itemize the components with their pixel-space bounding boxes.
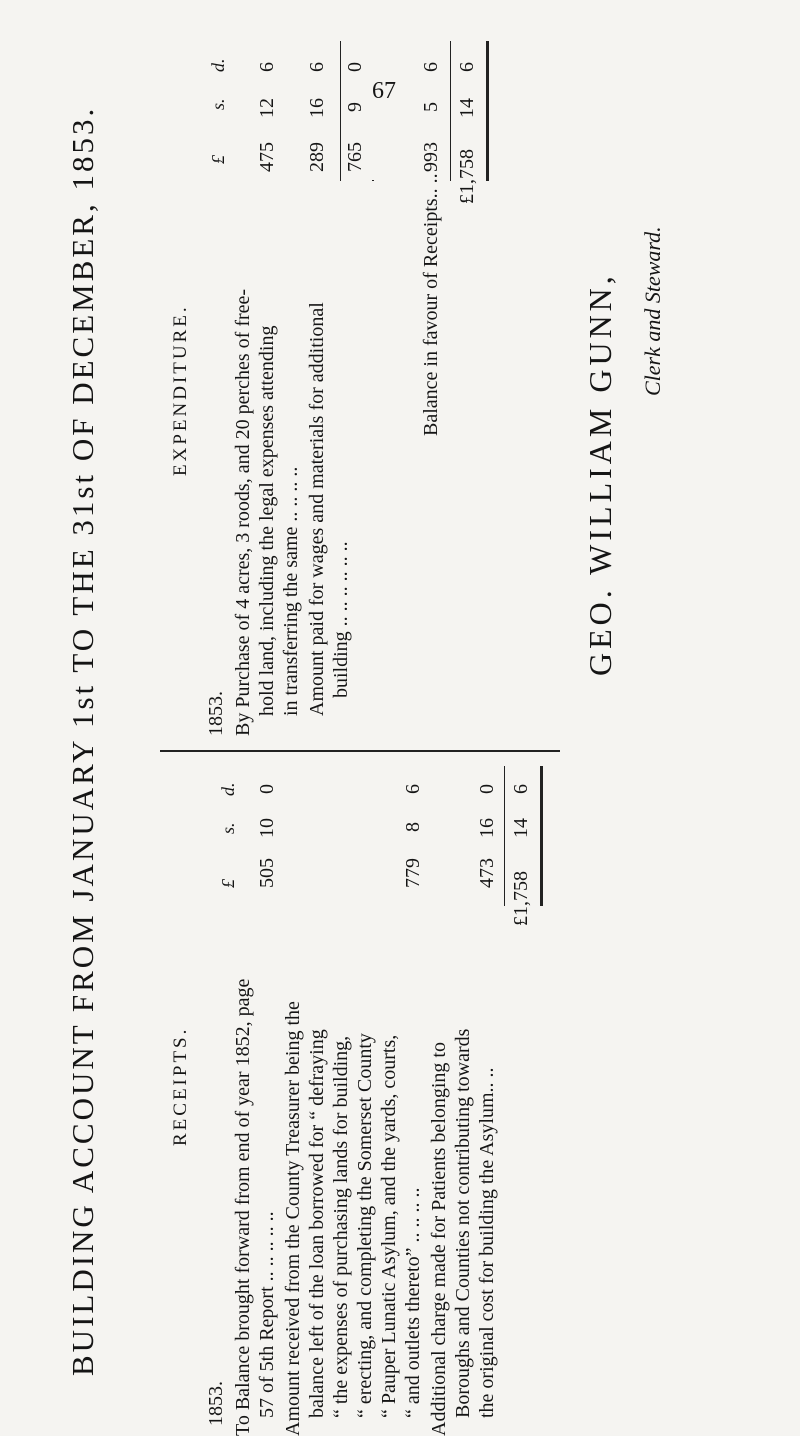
expenditure-total-pounds: £1,758 (456, 149, 478, 204)
receipts-amount-shillings: 16 (476, 818, 498, 838)
expenditure-amount-shillings: 16 (306, 98, 328, 118)
receipts-line: Boroughs and Counties not contributing towards (452, 1028, 474, 1418)
expenditure-total-shillings: 14 (456, 98, 478, 118)
receipts-year: 1853. (205, 1381, 227, 1426)
receipts-amount-shillings: 10 (256, 818, 278, 838)
expenditure-balance-pounds: 993 (420, 142, 442, 172)
receipts-amount-pounds: 473 (476, 858, 498, 888)
receipts-col-shillings: s. (218, 822, 238, 834)
expenditure-total-pence: 6 (456, 62, 478, 72)
receipts-total-rule (504, 766, 505, 906)
expenditure-subtotal-pounds: 765 (344, 142, 366, 172)
expenditure-amount-pence: 6 (256, 62, 278, 72)
expenditure-col-shillings: s. (208, 98, 228, 110)
receipts-total-double-rule (540, 766, 543, 906)
expenditure-line: building .. .. .. .. .. .. (330, 541, 352, 698)
receipts-line: Amount received from the County Treasurer being the (282, 1001, 304, 1436)
receipts-total-shillings: 14 (510, 818, 532, 838)
receipts-amount-pence: 6 (402, 784, 424, 794)
expenditure-balance-pence: 6 (420, 62, 442, 72)
receipts-amount-pence: 0 (256, 784, 278, 794)
receipts-amount-pence: 0 (476, 784, 498, 794)
expenditure-subtotal-shillings: 9 (344, 102, 366, 112)
column-divider (160, 750, 560, 752)
expenditure-heading: EXPENDITURE. (170, 304, 191, 476)
expenditure-balance-shillings: 5 (420, 102, 442, 112)
expenditure-total-double-rule (486, 41, 489, 181)
expenditure-line: Amount paid for wages and materials for additional (306, 302, 328, 716)
expenditure-subtotal-end (372, 180, 374, 181)
expenditure-amount-pence: 6 (306, 62, 328, 72)
expenditure-line: in transferring the same .. .. .. .. (280, 466, 302, 716)
expenditure-year: 1853. (205, 691, 227, 736)
account-title: BUILDING ACCOUNT FROM JANUARY 1st TO THE 31st OF DECEMBER, 1853. (65, 105, 100, 1376)
receipts-line: Additional charge made for Patients belonging to (428, 1042, 450, 1436)
expenditure-balance-line: Balance in favour of Receipts.. .. (420, 173, 442, 436)
expenditure-line: hold land, including the legal expenses attending (256, 325, 278, 716)
receipts-total-pounds: £1,758 (510, 871, 532, 926)
signature-title: Clerk and Steward. (640, 226, 665, 396)
receipts-line: the original cost for building the Asylum.. .. (476, 1067, 498, 1418)
expenditure-amount-pounds: 475 (256, 142, 278, 172)
expenditure-line: By Purchase of 4 acres, 3 roods, and 20 perches of free- (232, 288, 254, 736)
receipts-amount-pounds: 505 (256, 858, 278, 888)
signature-name: GEO. WILLIAM GUNN, (582, 272, 618, 676)
expenditure-subtotal-pence: 0 (344, 62, 366, 72)
receipts-line: To Balance brought forward from end of year 1852, page (232, 978, 254, 1436)
receipts-heading: RECEIPTS. (170, 1026, 191, 1146)
receipts-line: 57 of 5th Report .. .. .. .. .. (256, 1211, 278, 1418)
receipts-line: “ the expenses of purchasing lands for building, (330, 1035, 352, 1418)
receipts-line: “ erecting, and completing the Somerset County (354, 1033, 376, 1418)
receipts-amount-shillings: 8 (402, 822, 424, 832)
expenditure-total-rule (450, 41, 451, 181)
expenditure-amount-pounds: 289 (306, 142, 328, 172)
receipts-line: “ Pauper Lunatic Asylum, and the yards, courts, (378, 1034, 400, 1418)
expenditure-amount-shillings: 12 (256, 98, 278, 118)
receipts-total-pence: 6 (510, 784, 532, 794)
expenditure-subtotal-rule (340, 41, 341, 181)
receipts-col-pence: d. (218, 782, 238, 796)
page-number: 67 (372, 78, 396, 104)
receipts-line: “ and outlets thereto” .. .. .. .. (402, 1187, 424, 1418)
receipts-amount-pounds: 779 (402, 858, 424, 888)
expenditure-col-pounds: £ (208, 155, 228, 164)
receipts-line: balance left of the loan borrowed for “ defraying (306, 1029, 328, 1418)
receipts-col-pounds: £ (218, 879, 238, 888)
expenditure-col-pence: d. (208, 58, 228, 72)
